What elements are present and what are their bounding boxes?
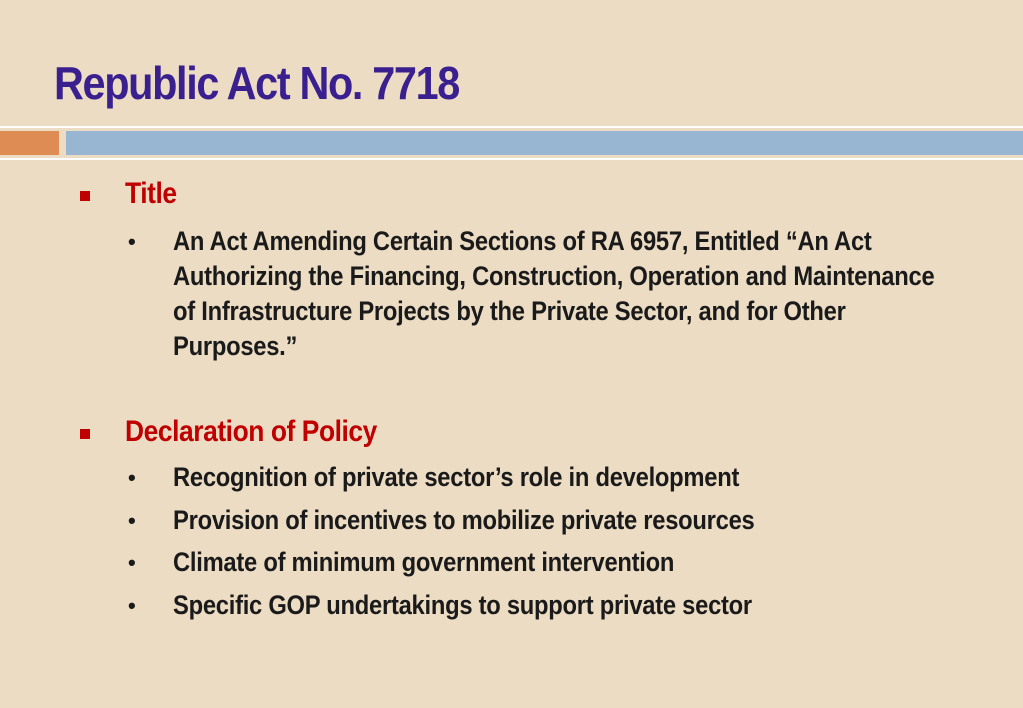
slide: Republic Act No. 7718 Title • An Act Amending Certain Sections of RA 6957, Entitled “An Act Authorizing the Financing, Construction, Operation and Maintenance of Infrastructure Projects by the Private Sector, and for Other Purposes.” Declaration of Policy • Recognition of private sector’s role in development • Provision of incentives to mobilize private resources • Climate of minimum government intervention • Specific GOP undertakings to support private sector xyxy=(0,0,1023,708)
header-accent-bar xyxy=(0,131,59,155)
round-bullet-icon: • xyxy=(128,465,136,490)
slide-title: Republic Act No. 7718 xyxy=(54,57,459,109)
round-bullet-icon: • xyxy=(128,229,136,254)
square-bullet-icon xyxy=(80,191,90,201)
round-bullet-icon: • xyxy=(128,508,136,533)
header-rule-bottom xyxy=(0,158,1023,160)
round-bullet-icon: • xyxy=(128,593,136,618)
square-bullet-icon xyxy=(80,429,90,439)
header-main-bar xyxy=(66,131,1023,155)
header-rule-top xyxy=(0,126,1023,128)
round-bullet-icon: • xyxy=(128,550,136,575)
